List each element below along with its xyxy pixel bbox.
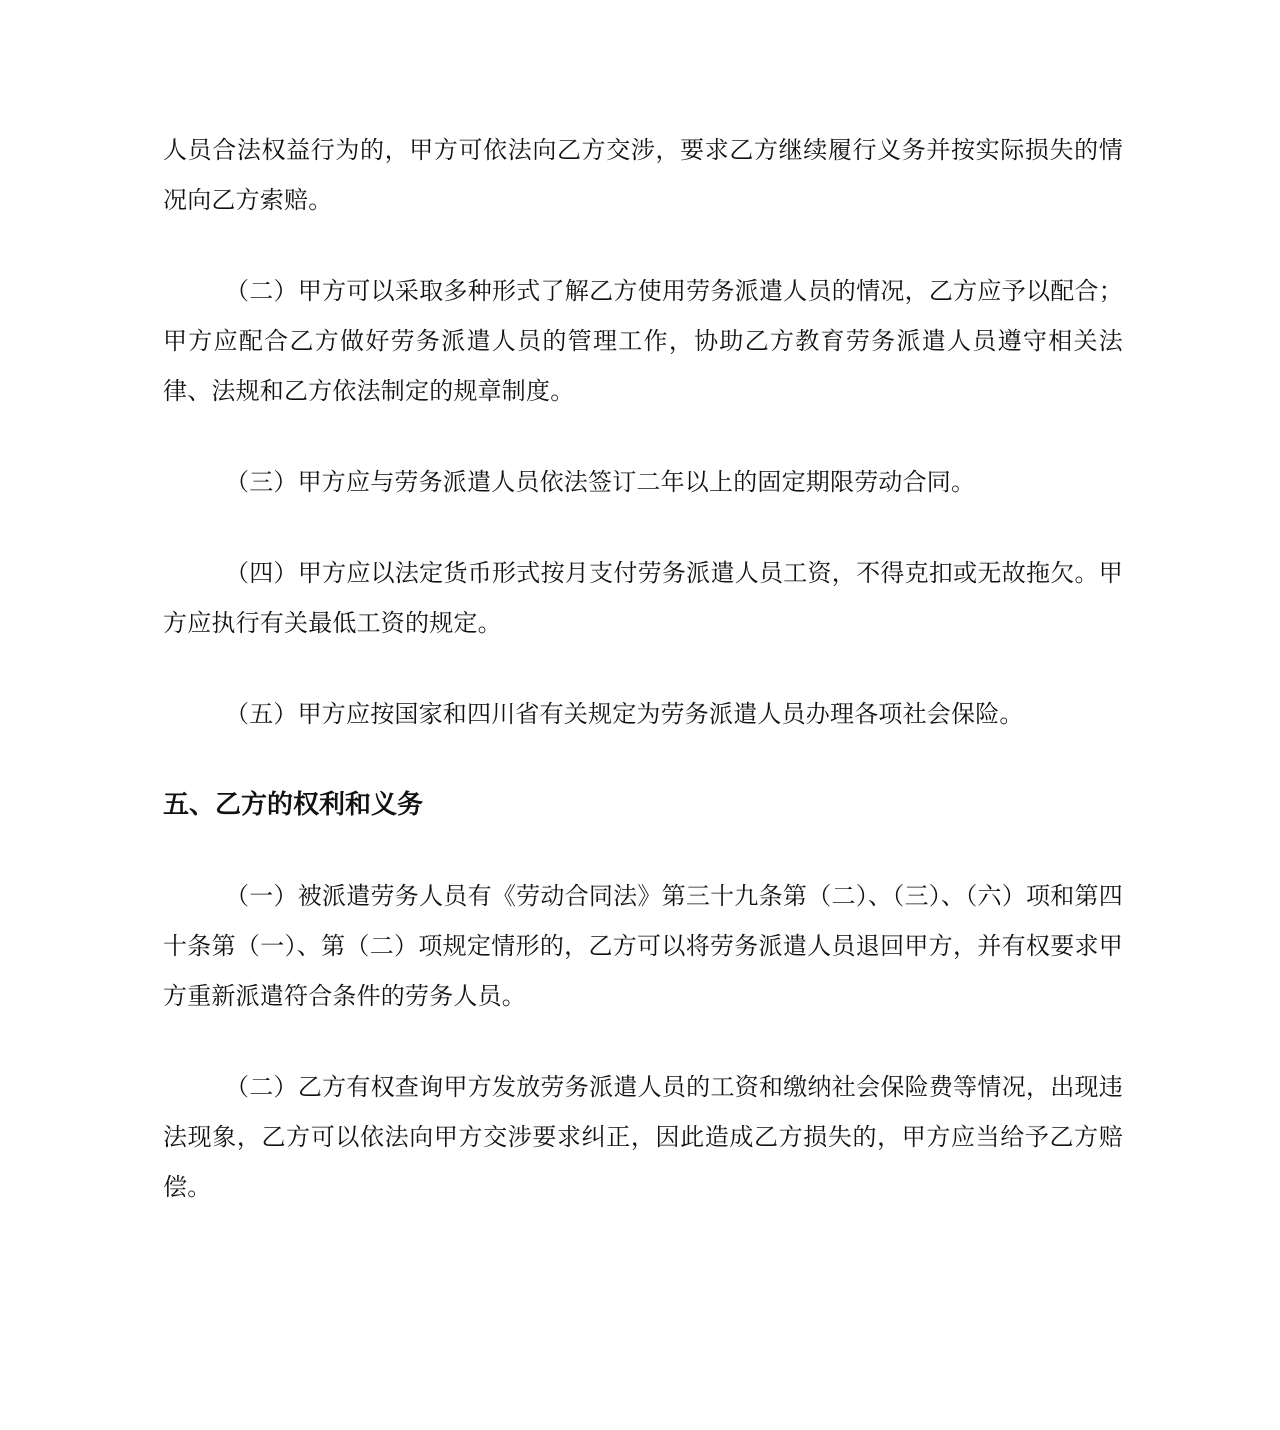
paragraph-item-4: （四）甲方应以法定货币形式按月支付劳务派遣人员工资，不得克扣或无故拖欠。甲方应执行有关最低工资的规定。: [163, 559, 1123, 637]
paragraph-continuation: 人员合法权益行为的，甲方可依法向乙方交涉，要求乙方继续履行义务并按实际损失的情况向乙方索赔。: [163, 136, 1123, 214]
paragraph-item-5: （五）甲方应按国家和四川省有关规定为劳务派遣人员办理各项社会保险。: [225, 700, 1024, 728]
paragraph-item-2: （二）甲方可以采取多种形式了解乙方使用劳务派遣人员的情况，乙方应予以配合；甲方应配合乙方做好劳务派遣人员的管理工作，协助乙方教育劳务派遣人员遵守相关法律、法规和乙方依法制定的规章制度。: [163, 277, 1123, 405]
document-page: [163, 125, 1123, 1212]
section-paragraph-1: （一）被派遣劳务人员有《劳动合同法》第三十九条第（二）、（三）、（六）项和第四十条第（一）、第（二）项规定情形的，乙方可以将劳务派遣人员退回甲方，并有权要求甲方重新派遣符合条件的劳务人员。: [163, 882, 1123, 1010]
section-paragraph-2: （二）乙方有权查询甲方发放劳务派遣人员的工资和缴纳社会保险费等情况，出现违法现象，乙方可以依法向甲方交涉要求纠正，因此造成乙方损失的，甲方应当给予乙方赔偿。: [163, 1073, 1123, 1201]
paragraph-item-3: （三）甲方应与劳务派遣人员依法签订二年以上的固定期限劳动合同。: [225, 468, 976, 496]
section-heading: 五、乙方的权利和义务: [163, 790, 424, 820]
